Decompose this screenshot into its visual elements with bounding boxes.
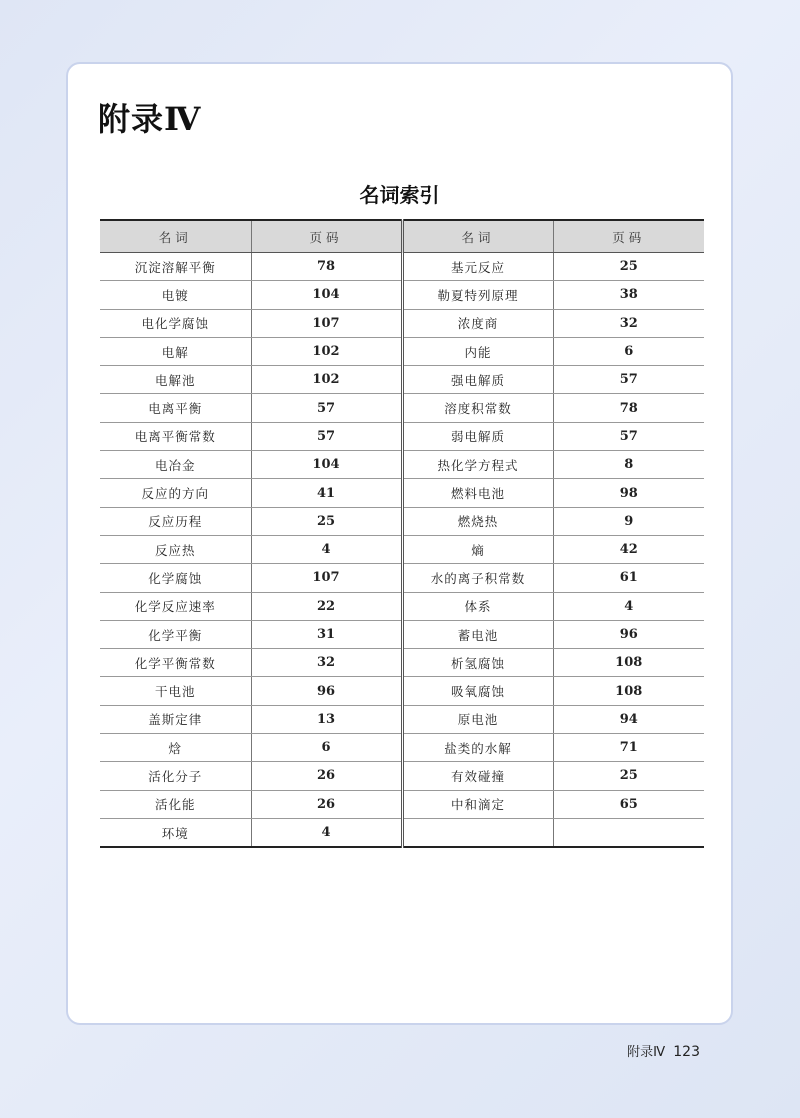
page-cell: 102 <box>251 366 402 394</box>
page-cell: 94 <box>553 705 704 733</box>
page-cell: 26 <box>251 762 402 790</box>
page-cell: 61 <box>553 564 704 592</box>
term-cell: 电离平衡常数 <box>100 422 251 450</box>
page-cell: 26 <box>251 790 402 818</box>
term-cell: 熵 <box>402 535 553 563</box>
table-row <box>100 337 704 365</box>
term-cell: 电镀 <box>100 281 251 309</box>
page-cell: 78 <box>553 394 704 422</box>
page-cell: 41 <box>251 479 402 507</box>
term-cell: 基元反应 <box>402 253 553 281</box>
page-cell: 13 <box>251 705 402 733</box>
term-cell: 燃烧热 <box>402 507 553 535</box>
header-page-right: 页码 <box>553 220 704 253</box>
term-cell: 沉淀溶解平衡 <box>100 253 251 281</box>
page-cell: 96 <box>553 620 704 648</box>
page-cell: 96 <box>251 677 402 705</box>
table-row <box>100 253 704 281</box>
page-cell: 38 <box>553 281 704 309</box>
term-cell: 浓度商 <box>402 309 553 337</box>
term-cell: 反应历程 <box>100 507 251 535</box>
term-cell: 活化能 <box>100 790 251 818</box>
page-cell: 57 <box>251 422 402 450</box>
table-row <box>100 564 704 592</box>
term-cell: 吸氧腐蚀 <box>402 677 553 705</box>
term-cell: 电化学腐蚀 <box>100 309 251 337</box>
term-cell: 蓄电池 <box>402 620 553 648</box>
page-cell: 65 <box>553 790 704 818</box>
header-page-left: 页码 <box>251 220 402 253</box>
page-cell: 4 <box>553 592 704 620</box>
page-cell: 4 <box>251 535 402 563</box>
term-cell: 析氢腐蚀 <box>402 649 553 677</box>
term-cell: 中和滴定 <box>402 790 553 818</box>
page-cell: 107 <box>251 309 402 337</box>
table-row <box>100 366 704 394</box>
header-term-left: 名词 <box>100 220 251 253</box>
table-row <box>100 281 704 309</box>
page-footer <box>627 1041 700 1060</box>
footer-label: 附录Ⅳ <box>627 1045 666 1060</box>
term-cell: 电解 <box>100 337 251 365</box>
term-cell: 活化分子 <box>100 762 251 790</box>
table-row <box>100 818 704 847</box>
table-row <box>100 790 704 818</box>
table-row <box>100 422 704 450</box>
page-cell: 25 <box>553 253 704 281</box>
page-cell: 4 <box>251 818 402 847</box>
page-card <box>66 62 733 1025</box>
page-cell: 22 <box>251 592 402 620</box>
table-row <box>100 592 704 620</box>
page-cell: 6 <box>251 734 402 762</box>
page-cell: 57 <box>553 366 704 394</box>
table-row <box>100 649 704 677</box>
term-cell: 干电池 <box>100 677 251 705</box>
table-row <box>100 507 704 535</box>
page-cell: 32 <box>251 649 402 677</box>
page-number: 123 <box>673 1044 700 1060</box>
term-cell: 环境 <box>100 818 251 847</box>
table-row <box>100 705 704 733</box>
page-cell: 25 <box>251 507 402 535</box>
table-row <box>100 451 704 479</box>
page-cell: 107 <box>251 564 402 592</box>
header-row <box>100 220 704 253</box>
appendix-title: 附录Ⅳ <box>98 100 202 138</box>
header-term-right: 名词 <box>402 220 553 253</box>
table-row <box>100 309 704 337</box>
page-cell: 6 <box>553 337 704 365</box>
term-cell: 强电解质 <box>402 366 553 394</box>
term-cell: 化学腐蚀 <box>100 564 251 592</box>
term-cell: 化学平衡 <box>100 620 251 648</box>
term-cell: 热化学方程式 <box>402 451 553 479</box>
term-cell: 溶度积常数 <box>402 394 553 422</box>
page-cell: 31 <box>251 620 402 648</box>
table-row <box>100 620 704 648</box>
page-cell: 25 <box>553 762 704 790</box>
term-cell: 化学反应速率 <box>100 592 251 620</box>
term-cell: 电离平衡 <box>100 394 251 422</box>
term-cell: 反应热 <box>100 535 251 563</box>
term-cell: 原电池 <box>402 705 553 733</box>
term-cell: 反应的方向 <box>100 479 251 507</box>
term-cell: 弱电解质 <box>402 422 553 450</box>
page-cell: 98 <box>553 479 704 507</box>
page-cell: 108 <box>553 649 704 677</box>
page-cell: 78 <box>251 253 402 281</box>
table-row <box>100 677 704 705</box>
page-cell: 104 <box>251 451 402 479</box>
term-cell: 燃料电池 <box>402 479 553 507</box>
page-cell: 108 <box>553 677 704 705</box>
page-cell: 8 <box>553 451 704 479</box>
term-cell: 勒夏特列原理 <box>402 281 553 309</box>
term-cell <box>402 818 553 847</box>
page-cell: 42 <box>553 535 704 563</box>
term-cell: 焓 <box>100 734 251 762</box>
term-cell: 有效碰撞 <box>402 762 553 790</box>
table-row <box>100 762 704 790</box>
page-cell: 57 <box>251 394 402 422</box>
index-title: 名词索引 <box>359 183 440 207</box>
term-cell: 电解池 <box>100 366 251 394</box>
page-cell: 9 <box>553 507 704 535</box>
term-cell: 化学平衡常数 <box>100 649 251 677</box>
table-row <box>100 479 704 507</box>
term-cell: 体系 <box>402 592 553 620</box>
page-cell <box>553 818 704 847</box>
table-row <box>100 394 704 422</box>
page-cell: 71 <box>553 734 704 762</box>
page-cell: 102 <box>251 337 402 365</box>
table-row <box>100 734 704 762</box>
term-cell: 电冶金 <box>100 451 251 479</box>
term-cell: 内能 <box>402 337 553 365</box>
term-cell: 盐类的水解 <box>402 734 553 762</box>
term-cell: 盖斯定律 <box>100 705 251 733</box>
page-cell: 32 <box>553 309 704 337</box>
index-body <box>100 253 704 848</box>
table-row <box>100 535 704 563</box>
page-cell: 57 <box>553 422 704 450</box>
term-cell: 水的离子积常数 <box>402 564 553 592</box>
index-table <box>100 219 704 848</box>
page-cell: 104 <box>251 281 402 309</box>
